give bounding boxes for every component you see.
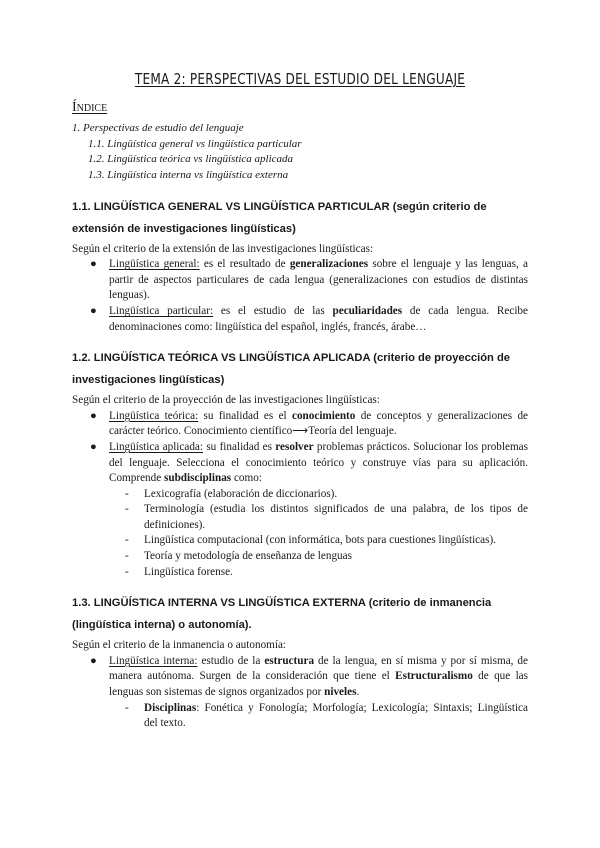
dash-icon: - (125, 701, 129, 714)
text: como: (231, 472, 262, 485)
bold-text: subdisciplinas (164, 472, 232, 485)
term: Lingüística particular: (109, 304, 214, 317)
text: de cada lengua. Recibe denominaciones como: lingüística del español, inglés, francés, árabe… (109, 304, 528, 333)
text: estudio de la (197, 654, 265, 667)
text: su finalidad es el (198, 409, 292, 422)
bullet-list (72, 257, 528, 335)
term: Lingüística general: (109, 258, 200, 271)
text: su finalidad es (203, 440, 276, 453)
bullet-icon: ● (90, 258, 97, 271)
document-page (72, 72, 528, 732)
section-criterion: (criterio de inmanencia (lingüística interna) o autonomía). (72, 597, 492, 632)
section-intro: Según el criterio de la inmanencia o autonomía: (72, 639, 287, 652)
text: de la lengua, en sí misma y por sí misma, de manera autónoma. Surgen de la consideración que tiene el (109, 654, 528, 683)
list-item (72, 654, 528, 732)
section-title: 1.3. LINGÜÍSTICA INTERNA VS LINGÜÍSTICA EXTERNA (72, 597, 366, 610)
bold-text: conocimiento (291, 409, 356, 422)
bullet-list (72, 409, 528, 581)
index-heading: Índice (72, 99, 108, 115)
bullet-icon: ● (90, 440, 97, 453)
toc-item: 1.3. Lingüística interna vs lingüística externa (88, 168, 289, 181)
toc-item: 1.2. Lingüística teórica vs lingüística aplicada (88, 153, 294, 166)
term: Lingüística aplicada: (109, 440, 204, 453)
dash-icon: - (125, 534, 129, 547)
bold-text: resolver (275, 440, 314, 453)
bullet-icon: ● (90, 304, 97, 317)
sub-list-item (109, 701, 528, 732)
toc-item: 1.1. Lingüística general vs lingüística particular (88, 137, 302, 150)
text: Lingüística computacional (con informática, bots para cuestiones lingüísticas). (144, 534, 496, 547)
list-item (72, 440, 528, 580)
sub-list (109, 701, 528, 732)
toc-item: 1. Perspectivas de estudio del lenguaje (72, 122, 244, 135)
list-item (72, 304, 528, 335)
text: problemas prácticos. Solucionar los problemas del lenguaje. Selecciona el conocimiento teórico y construye vías para su aplicación. Comprende (109, 440, 529, 485)
list-item (72, 409, 528, 440)
list-item (72, 257, 528, 304)
bullet-icon: ● (90, 654, 97, 667)
section-criterion: (criterio de proyección de investigaciones lingüísticas) (72, 352, 511, 387)
sub-list (109, 487, 528, 581)
text: sobre el lenguaje y las lenguas, a partir de aspectos particulares de cada lengua (generalizaciones con estudios de distintas lenguas). (109, 258, 528, 302)
text: de conceptos y generalizaciones de carácter teórico. Conocimiento científico⟶Teoría del lenguaje. (109, 409, 529, 438)
dash-icon: - (125, 565, 129, 578)
section-intro: Según el criterio de la extensión de las investigaciones lingüísticas: (72, 242, 374, 255)
text: Teoría y metodología de enseñanza de lenguas (144, 550, 352, 563)
bullet-list (72, 654, 528, 732)
dash-icon: - (125, 550, 129, 563)
section-heading-1-1 (72, 196, 528, 240)
term: Lingüística teórica: (109, 409, 199, 422)
text: : Fonética y Fonología; Morfología; Lexicología; Sintaxis; Lingüística del texto. (144, 701, 528, 730)
document-title: TEMA 2: PERSPECTIVAS DEL ESTUDIO DEL LENGUAJE (134, 70, 466, 88)
dash-icon: - (125, 503, 129, 516)
sub-list-item (109, 533, 528, 549)
dash-icon: - (125, 487, 129, 500)
text: es el estudio de las (213, 304, 333, 317)
sub-list-item (109, 549, 528, 565)
sub-list-item (109, 565, 528, 581)
bullet-icon: ● (90, 409, 97, 422)
text: de que las lenguas son sistemas de signos organizados por (109, 670, 528, 699)
text: es el resultado de (199, 258, 290, 271)
text: Lingüística forense. (144, 565, 233, 578)
text: . (356, 686, 360, 699)
bold-text: niveles (324, 686, 357, 699)
text: Lexicografía (elaboración de diccionarios). (144, 487, 338, 500)
section-heading-1-2 (72, 347, 528, 391)
section-title: 1.1. LINGÜÍSTICA GENERAL VS LINGÜÍSTICA PARTICULAR (72, 200, 390, 213)
section-heading-1-3 (72, 592, 528, 636)
section-title: 1.2. LINGÜÍSTICA TEÓRICA VS LINGÜÍSTICA APLICADA (72, 352, 371, 365)
bold-text: estructura (264, 654, 315, 667)
sub-list-item (109, 487, 528, 503)
bold-text: Estructuralismo (395, 670, 473, 683)
term: Lingüística interna: (109, 654, 198, 667)
bold-text: Disciplinas (144, 701, 197, 714)
section-intro: Según el criterio de la proyección de las investigaciones lingüísticas: (72, 394, 380, 407)
text: Terminología (estudia los distintos significados de una palabra, de los tipos de definiciones). (144, 503, 528, 531)
section-criterion: (según criterio de extensión de investigaciones lingüísticas) (72, 200, 487, 235)
table-of-contents (72, 121, 528, 183)
sub-list-item (109, 502, 528, 533)
bold-text: generalizaciones (289, 258, 369, 271)
bold-text: peculiaridades (332, 304, 403, 317)
